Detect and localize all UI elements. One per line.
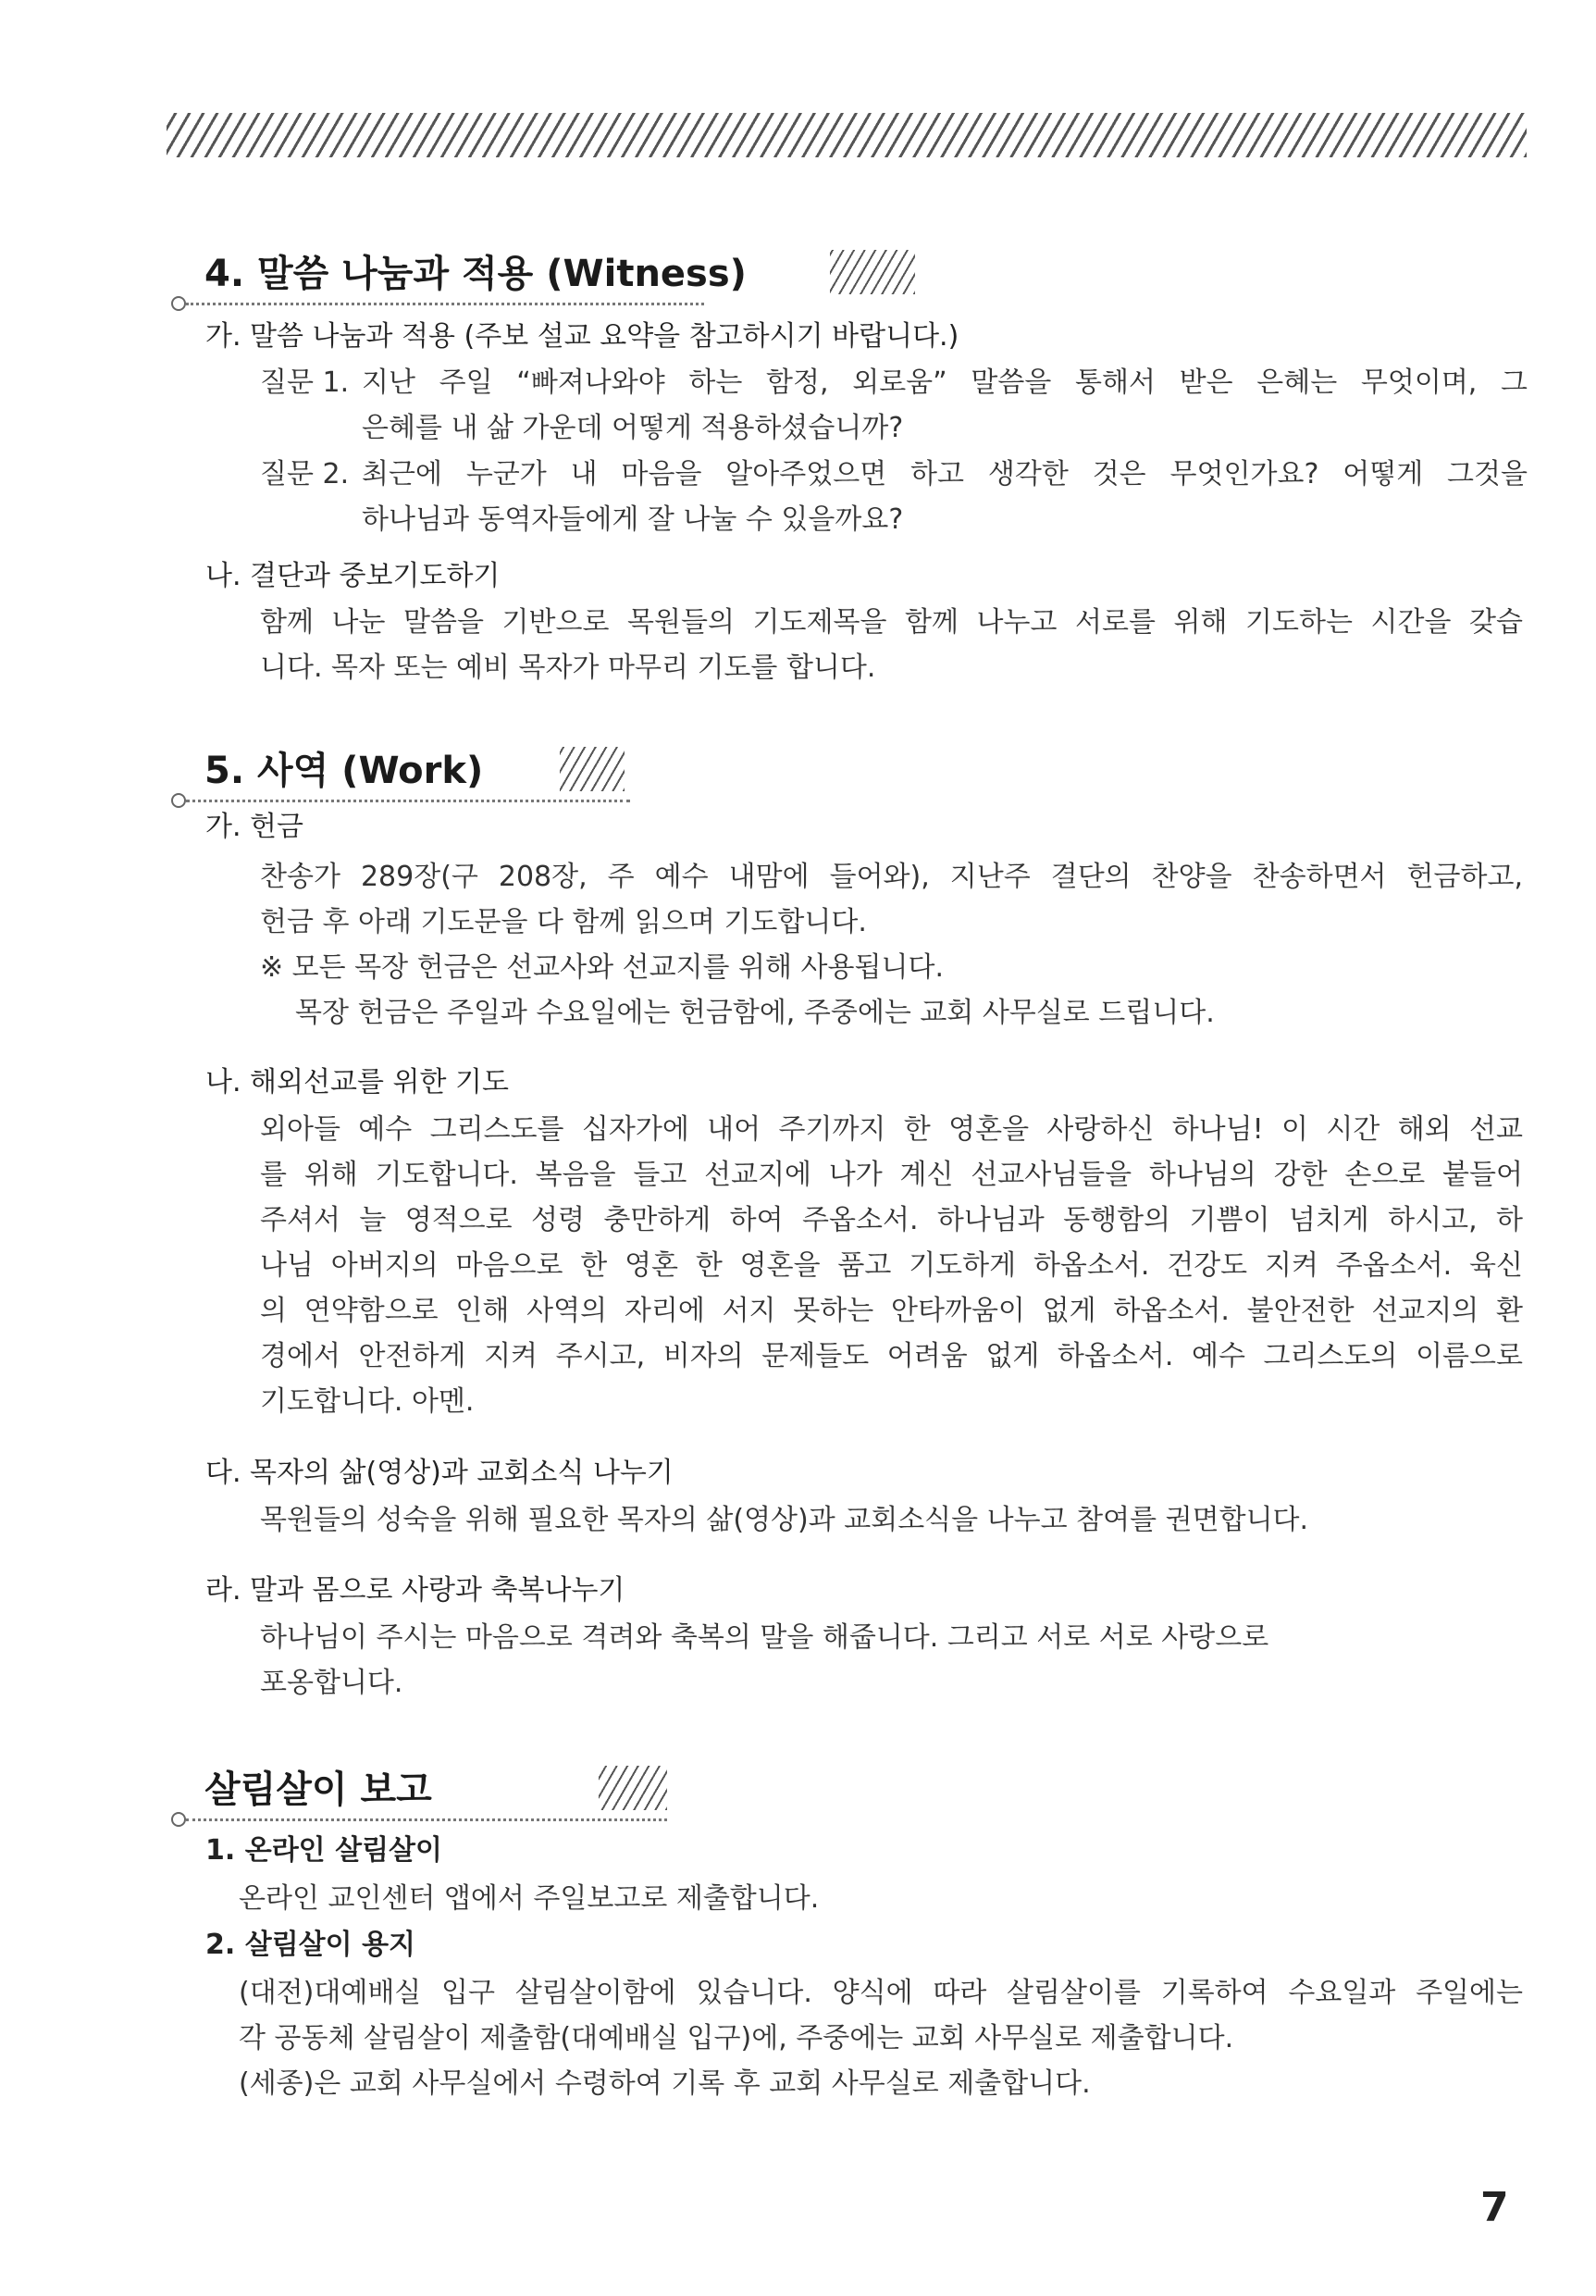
section-5-ra-line-2: 포옹합니다. bbox=[260, 1667, 403, 1699]
section-4-na-line-1: 함께 나눈 말씀을 기반으로 목원들의 기도제목을 함께 나누고 서로를 위해 기도하는 시간을 갖습 bbox=[260, 606, 1523, 639]
section-5-header bbox=[171, 745, 652, 800]
finance-form-line-1: (대전)대예배실 입구 살림살이함에 있습니다. 양식에 따라 살림살이를 기록하여 수요일과 주일에는 bbox=[239, 1977, 1523, 2009]
section-5-ga-heading: 가. 헌금 bbox=[205, 811, 304, 843]
top-decorative-hatch-bar bbox=[167, 113, 1527, 157]
mission-prayer-line: 주셔서 늘 영적으로 성령 충만하게 하여 주옵소서. 하나님과 동행함의 기쁨이 넘치게 하시고, 하 bbox=[260, 1204, 1523, 1236]
section-5-da-line-1: 목원들의 성숙을 위해 필요한 목자의 삶(영상)과 교회소식을 나누고 참여를 권면합니다. bbox=[260, 1504, 1309, 1536]
mission-prayer-line: 기도합니다. 아멘. bbox=[260, 1385, 475, 1418]
section-5-da-heading: 다. 목자의 삶(영상)과 교회소식 나누기 bbox=[205, 1457, 674, 1489]
offering-note-line-2: 목장 헌금은 주일과 수요일에는 헌금함에, 주중에는 교회 사무실로 드립니다. bbox=[295, 997, 1215, 1029]
section-5-hatch-icon bbox=[560, 747, 625, 791]
question-2-line-2: 하나님과 동역자들에게 잘 나눌 수 있을까요? bbox=[362, 503, 904, 536]
mission-prayer-line: 의 연약함으로 인해 사역의 자리에 서지 못하는 안타까움이 없게 하옵소서. 불안전한 선교지의 환 bbox=[260, 1295, 1523, 1327]
offering-line-1: 찬송가 289장(구 208장, 주 예수 내맘에 들어와), 지난주 결단의 찬양을 찬송하면서 헌금하고, bbox=[260, 861, 1523, 893]
offering-note-line: ※ 모든 목장 헌금은 선교사와 선교지를 위해 사용됩니다. bbox=[260, 951, 944, 984]
section-5-ra-heading: 라. 말과 몸으로 사랑과 축복나누기 bbox=[205, 1574, 625, 1607]
mission-prayer-paragraph bbox=[260, 1107, 1523, 1424]
section-5-bullet-circle bbox=[171, 793, 186, 808]
finance-form-paragraph bbox=[239, 1970, 1523, 2106]
mission-prayer-line: 경에서 안전하게 지켜 주시고, 비자의 문제들도 어려움 없게 하옵소서. 예수 그리스도의 이름으로 bbox=[260, 1340, 1523, 1372]
finance-report-header bbox=[171, 1764, 689, 1819]
mission-prayer-line: 외아들 예수 그리스도를 십자가에 내어 주기까지 한 영혼을 사랑하신 하나님! 이 시간 해외 선교 bbox=[260, 1113, 1523, 1146]
online-finance-heading: 1. 온라인 살림살이 bbox=[205, 1834, 443, 1867]
page-number: 7 bbox=[1480, 2184, 1509, 2231]
section-5-ga-paragraph bbox=[260, 854, 1523, 1036]
finance-report-title: 살림살이 보고 bbox=[204, 1769, 432, 1811]
section-5-ra-line-1: 하나님이 주시는 마음으로 격려와 축복의 말을 해줍니다. 그리고 서로 서로 사랑으로 bbox=[260, 1621, 1269, 1654]
question-1-line-1: 지난 주일 “빠져나와야 하는 함정, 외로움” 말씀을 통해서 받은 은혜는 무엇이며, 그 bbox=[362, 366, 1528, 399]
section-4-title: 4. 말씀 나눔과 적용 (Witness) bbox=[204, 253, 747, 295]
question-2 bbox=[260, 452, 1528, 536]
section-5-da-paragraph bbox=[260, 1497, 1523, 1543]
finance-form-heading: 2. 살림살이 용지 bbox=[205, 1929, 416, 1961]
section-4-ga-heading: 가. 말씀 나눔과 적용 (주보 설교 요약을 참고하시기 바랍니다.) bbox=[205, 320, 959, 353]
question-1-label: 질문 1. bbox=[260, 366, 350, 399]
section-5-ra-paragraph bbox=[260, 1615, 1523, 1706]
section-4-bullet-circle bbox=[171, 296, 186, 311]
section-4-header bbox=[171, 248, 893, 304]
mission-prayer-line: 를 위해 기도합니다. 복음을 들고 선교지에 나가 계신 선교사님들을 하나님의 강한 손으로 붙들어 bbox=[260, 1159, 1523, 1191]
finance-report-bullet-circle bbox=[171, 1812, 186, 1827]
finance-report-hatch-icon bbox=[599, 1766, 667, 1810]
section-4-hatch-icon bbox=[830, 250, 915, 294]
question-1 bbox=[260, 360, 1528, 444]
section-5-na-heading: 나. 해외선교를 위한 기도 bbox=[205, 1066, 509, 1098]
question-2-label: 질문 2. bbox=[260, 458, 350, 490]
finance-form-line-3: (세종)은 교회 사무실에서 수령하여 기록 후 교회 사무실로 제출합니다. bbox=[239, 2067, 1091, 2100]
question-1-line-2: 은혜를 내 삶 가운데 어떻게 적용하셨습니까? bbox=[362, 412, 904, 444]
online-finance-line-1: 온라인 교인센터 앱에서 주일보고로 제출합니다. bbox=[239, 1882, 820, 1915]
finance-report-dotted-rule bbox=[186, 1818, 667, 1821]
section-5-title: 5. 사역 (Work) bbox=[204, 750, 484, 792]
section-4-na-heading: 나. 결단과 중보기도하기 bbox=[205, 560, 501, 592]
finance-form-line-2: 각 공동체 살림살이 제출함(대예배실 입구)에, 주중에는 교회 사무실로 제출합니다. bbox=[239, 2022, 1234, 2054]
question-2-line-1: 최근에 누군가 내 마음을 알아주었으면 하고 생각한 것은 무엇인가요? 어떻게 그것을 bbox=[362, 458, 1528, 490]
offering-line-2: 헌금 후 아래 기도문을 다 함께 읽으며 기도합니다. bbox=[260, 906, 867, 938]
section-4-dotted-rule bbox=[186, 303, 704, 305]
mission-prayer-line: 나님 아버지의 마음으로 한 영혼 한 영혼을 품고 기도하게 하옵소서. 건강도 지켜 주옵소서. 육신 bbox=[260, 1249, 1523, 1282]
section-4-na-paragraph bbox=[260, 600, 1523, 690]
section-5-dotted-rule bbox=[186, 800, 630, 802]
online-finance-paragraph bbox=[239, 1876, 1502, 1921]
section-4-na-line-2: 니다. 목자 또는 예비 목자가 마무리 기도를 합니다. bbox=[260, 652, 876, 684]
